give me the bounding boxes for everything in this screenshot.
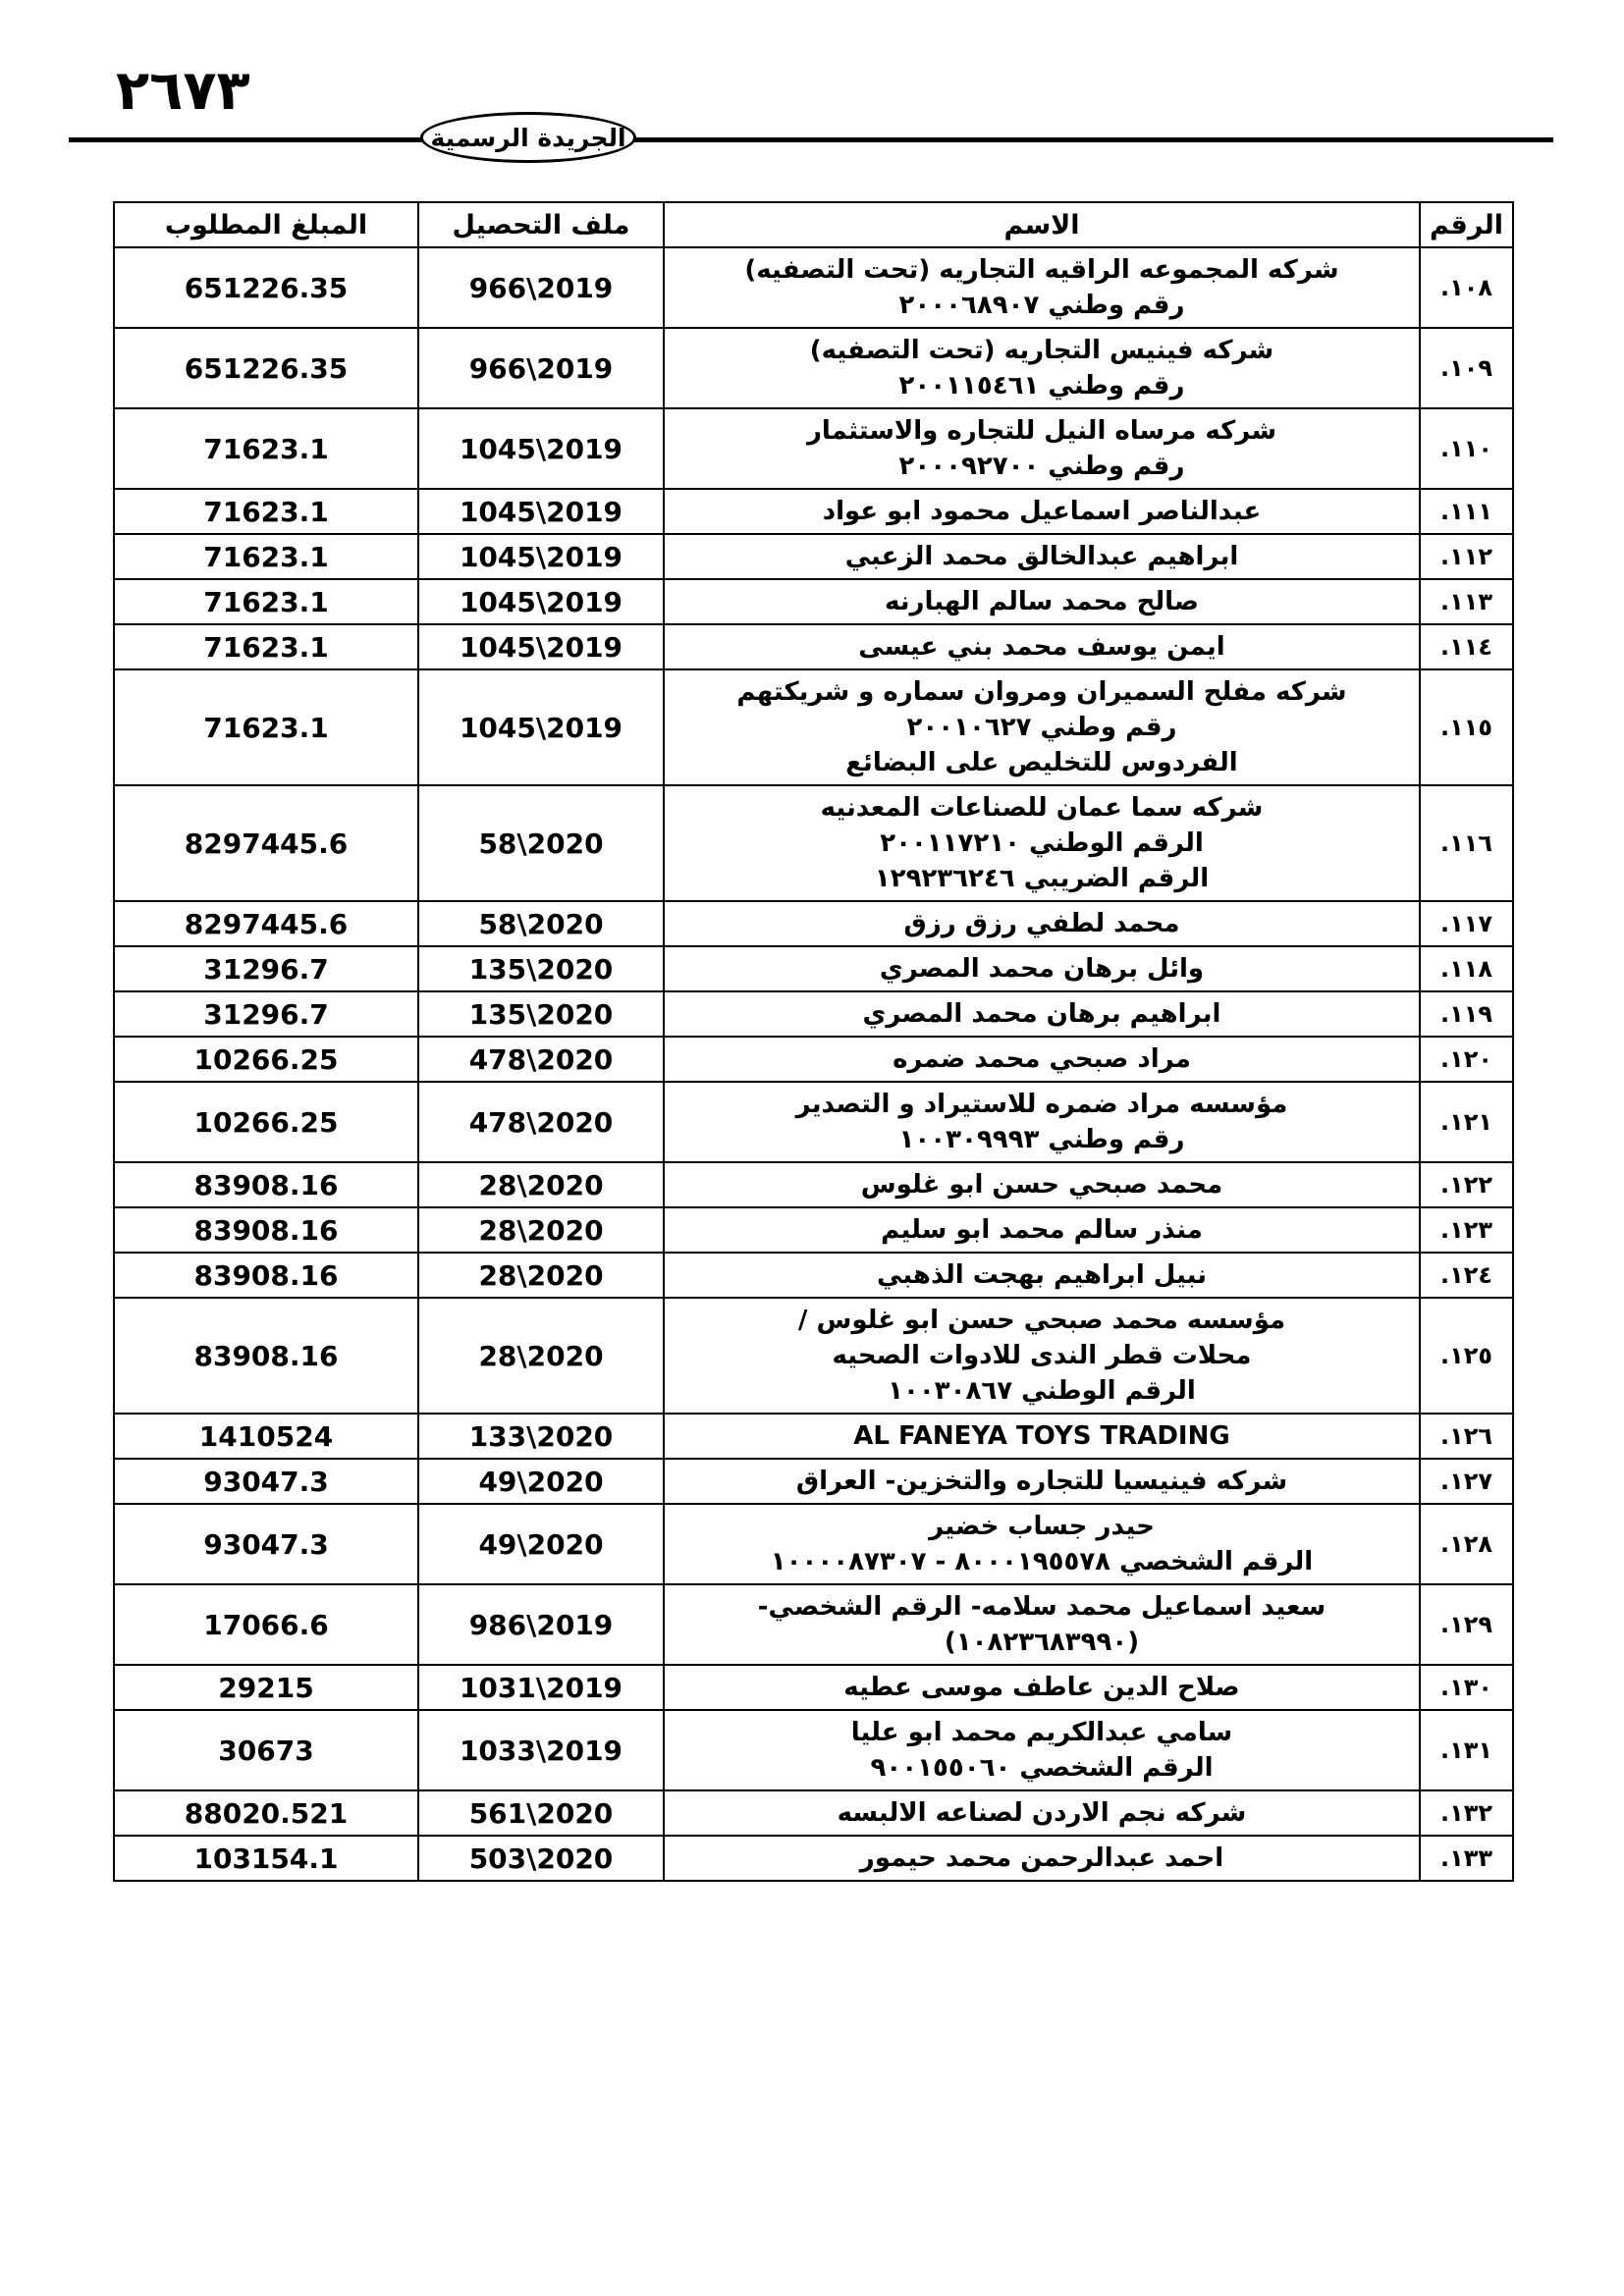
table-row <box>114 991 1513 1037</box>
table-row <box>114 1162 1513 1207</box>
row-name <box>664 1790 1420 1836</box>
row-amount-due: 651226.35 <box>114 328 418 408</box>
row-name-line: سعيد اسماعيل محمد سلامه- الرقم الشخصي- <box>757 1592 1326 1622</box>
row-name-line: احمد عبدالرحمن محمد حيمور <box>859 1843 1224 1873</box>
table-row <box>114 1207 1513 1253</box>
row-number: ١٠٨. <box>1420 247 1513 328</box>
row-name <box>664 1836 1420 1881</box>
records-table <box>113 201 1514 1882</box>
row-name-line: مؤسسه مراد ضمره للاستيراد و التصدير <box>795 1090 1288 1119</box>
row-amount-due: 103154.1 <box>114 1836 418 1881</box>
row-name-line: شركه مرساه النيل للتجاره والاستثمار <box>806 416 1277 446</box>
row-collection-file: 966\2019 <box>418 247 664 328</box>
row-amount-due: 8297445.6 <box>114 785 418 901</box>
row-amount-due: 10266.25 <box>114 1037 418 1082</box>
row-collection-file: 1045\2019 <box>418 669 664 785</box>
row-number: ١١٢. <box>1420 534 1513 579</box>
row-name <box>664 785 1420 901</box>
row-number: ١٢٨. <box>1420 1504 1513 1584</box>
row-amount-due: 83908.16 <box>114 1253 418 1298</box>
row-name <box>664 1459 1420 1504</box>
row-name <box>664 1162 1420 1207</box>
table-row <box>114 1584 1513 1665</box>
row-amount-due: 83908.16 <box>114 1162 418 1207</box>
row-name <box>664 946 1420 991</box>
row-amount-due: 93047.3 <box>114 1504 418 1584</box>
row-collection-file: 28\2020 <box>418 1207 664 1253</box>
row-name <box>664 489 1420 534</box>
row-number: ١٢٥. <box>1420 1298 1513 1414</box>
row-name-line: حيدر جساب خضير <box>929 1512 1155 1541</box>
table-header-row <box>114 202 1513 247</box>
row-name-line: الرقم الشخصي ٩٠٠١٥٥٠٦٠ <box>870 1753 1214 1783</box>
row-number: ١٢٣. <box>1420 1207 1513 1253</box>
row-name-line: رقم وطني ٢٠٠٠٦٨٩٠٧ <box>898 291 1185 320</box>
row-name <box>664 901 1420 946</box>
gazette-title: الجريدة الرسمية <box>430 123 626 152</box>
row-collection-file: 1033\2019 <box>418 1710 664 1790</box>
row-name-line: الرقم الشخصي ٨٠٠٠١٩٥٥٧٨ - ١٠٠٠٠٨٧٣٠٧ <box>770 1547 1314 1576</box>
row-name-line: رقم وطني ٢٠٠٠٩٢٧٠٠ <box>898 452 1185 481</box>
table-row <box>114 247 1513 328</box>
row-collection-file: 135\2020 <box>418 946 664 991</box>
table-row <box>114 669 1513 785</box>
header-num: الرقم <box>1420 202 1513 247</box>
header-name: الاسم <box>664 202 1420 247</box>
row-name-line: محمد صبحي حسن ابو غلوس <box>860 1170 1223 1200</box>
row-name-line: شركه فينيسيا للتجاره والتخزين- العراق <box>795 1467 1288 1496</box>
row-collection-file: 58\2020 <box>418 901 664 946</box>
row-name <box>664 579 1420 624</box>
row-name-line: رقم وطني ٢٠٠١٠٦٢٧ <box>906 713 1177 742</box>
row-collection-file: 28\2020 <box>418 1162 664 1207</box>
row-name <box>664 1584 1420 1665</box>
row-number: ١١٦. <box>1420 785 1513 901</box>
row-number: ١١٨. <box>1420 946 1513 991</box>
row-collection-file: 1045\2019 <box>418 624 664 669</box>
row-amount-due: 30673 <box>114 1710 418 1790</box>
row-collection-file: 1045\2019 <box>418 408 664 489</box>
table-row <box>114 328 1513 408</box>
row-name <box>664 408 1420 489</box>
row-number: ١٣٢. <box>1420 1790 1513 1836</box>
row-name-line: عبدالناصر اسماعيل محمود ابو عواد <box>822 497 1262 526</box>
row-number: ١٣٠. <box>1420 1665 1513 1710</box>
row-amount-due: 88020.521 <box>114 1790 418 1836</box>
row-name-line: ايمن يوسف محمد بني عيسى <box>858 632 1225 662</box>
row-collection-file: 135\2020 <box>418 991 664 1037</box>
row-amount-due: 651226.35 <box>114 247 418 328</box>
row-name-line: مؤسسه محمد صبحي حسن ابو غلوس / <box>797 1306 1286 1335</box>
row-name-line: ابراهيم عبدالخالق محمد الزعبي <box>844 542 1239 571</box>
row-name-line: شركه فينيس التجاريه (تحت التصفيه) <box>809 336 1274 365</box>
row-name-line: منذر سالم محمد ابو سليم <box>881 1215 1203 1245</box>
table-row <box>114 1253 1513 1298</box>
row-amount-due: 31296.7 <box>114 991 418 1037</box>
row-collection-file: 1045\2019 <box>418 489 664 534</box>
table-row <box>114 1082 1513 1162</box>
row-name-line: رقم وطني ٢٠٠١١٥٤٦١ <box>898 371 1185 400</box>
row-amount-due: 71623.1 <box>114 624 418 669</box>
row-name-line: AL FANEYA TOYS TRADING <box>853 1421 1230 1451</box>
row-name <box>664 1037 1420 1082</box>
row-name <box>664 1414 1420 1459</box>
row-collection-file: 1031\2019 <box>418 1665 664 1710</box>
row-name-line: شركه نجم الاردن لصناعه الالبسه <box>837 1798 1247 1828</box>
page-number: ٢٦٧٣ <box>116 59 250 123</box>
row-collection-file: 58\2020 <box>418 785 664 901</box>
row-amount-due: 71623.1 <box>114 579 418 624</box>
row-name-line: سامي عبدالكريم محمد ابو عليا <box>850 1718 1233 1747</box>
row-collection-file: 28\2020 <box>418 1298 664 1414</box>
row-collection-file: 28\2020 <box>418 1253 664 1298</box>
table-row <box>114 1459 1513 1504</box>
gazette-banner <box>420 112 636 163</box>
row-collection-file: 1045\2019 <box>418 579 664 624</box>
row-name-line: الرقم الوطني ٢٠٠١١٧٢١٠ <box>880 828 1204 858</box>
row-name-line: صالح محمد سالم الهبارنه <box>884 587 1200 616</box>
table-row <box>114 1298 1513 1414</box>
row-name-line: نبيل ابراهيم بهجت الذهبي <box>877 1260 1207 1290</box>
row-name <box>664 624 1420 669</box>
table-row <box>114 901 1513 946</box>
row-collection-file: 133\2020 <box>418 1414 664 1459</box>
row-number: ١٢٢. <box>1420 1162 1513 1207</box>
row-name-line: محمد لطفي رزق رزق <box>903 909 1180 938</box>
row-amount-due: 8297445.6 <box>114 901 418 946</box>
row-name-line: الرقم الوطني ١٠٠٣٠٨٦٧ <box>888 1376 1196 1406</box>
row-name <box>664 1207 1420 1253</box>
table-row <box>114 534 1513 579</box>
row-amount-due: 83908.16 <box>114 1207 418 1253</box>
row-name-line: ابراهيم برهان محمد المصري <box>862 999 1221 1029</box>
row-name <box>664 669 1420 785</box>
row-number: ١٢٧. <box>1420 1459 1513 1504</box>
table-row <box>114 624 1513 669</box>
row-number: ١٣١. <box>1420 1710 1513 1790</box>
row-name <box>664 1082 1420 1162</box>
row-collection-file: 1045\2019 <box>418 534 664 579</box>
row-name-line: شركه سما عمان للصناعات المعدنيه <box>820 793 1264 823</box>
table-row <box>114 579 1513 624</box>
table-row <box>114 1665 1513 1710</box>
row-name-line: رقم وطني ١٠٠٣٠٩٩٩٣ <box>898 1125 1185 1154</box>
row-collection-file: 478\2020 <box>418 1082 664 1162</box>
row-amount-due: 71623.1 <box>114 669 418 785</box>
row-amount-due: 31296.7 <box>114 946 418 991</box>
table-row <box>114 1790 1513 1836</box>
row-collection-file: 478\2020 <box>418 1037 664 1082</box>
row-number: ١٣٣. <box>1420 1836 1513 1881</box>
row-name <box>664 991 1420 1037</box>
row-name <box>664 1504 1420 1584</box>
row-number: ١٢٤. <box>1420 1253 1513 1298</box>
row-name-line: مراد صبحي محمد ضمره <box>893 1044 1191 1074</box>
row-amount-due: 17066.6 <box>114 1584 418 1665</box>
header-rule <box>69 137 1553 142</box>
row-number: ١١٤. <box>1420 624 1513 669</box>
row-number: ١١٥. <box>1420 669 1513 785</box>
row-amount-due: 1410524 <box>114 1414 418 1459</box>
row-number: ١١٩. <box>1420 991 1513 1037</box>
table-row <box>114 1504 1513 1584</box>
row-number: ١٢١. <box>1420 1082 1513 1162</box>
row-name-line: شركه مفلح السميران ومروان سماره و شريكتهم <box>736 677 1347 707</box>
row-collection-file: 503\2020 <box>418 1836 664 1881</box>
row-collection-file: 986\2019 <box>418 1584 664 1665</box>
row-number: ١٠٩. <box>1420 328 1513 408</box>
row-name-line: (١٠٨٢٣٦٨٣٩٩٠) <box>944 1628 1140 1657</box>
row-amount-due: 83908.16 <box>114 1298 418 1414</box>
row-number: ١١٣. <box>1420 579 1513 624</box>
row-name <box>664 1253 1420 1298</box>
row-name <box>664 1710 1420 1790</box>
table-row <box>114 785 1513 901</box>
row-amount-due: 71623.1 <box>114 489 418 534</box>
row-name-line: الرقم الضريبي ١٢٩٢٣٦٢٤٦ <box>874 864 1210 893</box>
row-name-line: شركه المجموعه الراقيه التجاريه (تحت التصفيه) <box>744 255 1339 285</box>
row-amount-due: 93047.3 <box>114 1459 418 1504</box>
row-name <box>664 534 1420 579</box>
table-row <box>114 1037 1513 1082</box>
table-row <box>114 946 1513 991</box>
row-number: ١٢٦. <box>1420 1414 1513 1459</box>
header-file: ملف التحصيل <box>418 202 664 247</box>
row-name-line: وائل برهان محمد المصري <box>879 954 1205 984</box>
row-name <box>664 1665 1420 1710</box>
row-number: ١٢٩. <box>1420 1584 1513 1665</box>
row-name-line: الفردوس للتخليص على البضائع <box>845 748 1238 777</box>
row-name <box>664 328 1420 408</box>
row-number: ١١٠. <box>1420 408 1513 489</box>
row-name-line: صلاح الدين عاطف موسى عطيه <box>843 1673 1240 1702</box>
row-amount-due: 71623.1 <box>114 408 418 489</box>
table-row <box>114 1836 1513 1881</box>
row-amount-due: 29215 <box>114 1665 418 1710</box>
row-number: ١٢٠. <box>1420 1037 1513 1082</box>
table-row <box>114 1710 1513 1790</box>
row-collection-file: 561\2020 <box>418 1790 664 1836</box>
header-amount: المبلغ المطلوب <box>114 202 418 247</box>
row-name <box>664 247 1420 328</box>
row-name-line: محلات قطر الندى للادوات الصحيه <box>832 1341 1252 1370</box>
row-name <box>664 1298 1420 1414</box>
row-amount-due: 71623.1 <box>114 534 418 579</box>
table-row <box>114 489 1513 534</box>
row-amount-due: 10266.25 <box>114 1082 418 1162</box>
row-number: ١١١. <box>1420 489 1513 534</box>
row-collection-file: 49\2020 <box>418 1459 664 1504</box>
row-collection-file: 966\2019 <box>418 328 664 408</box>
table-row <box>114 1414 1513 1459</box>
table-row <box>114 408 1513 489</box>
row-collection-file: 49\2020 <box>418 1504 664 1584</box>
row-number: ١١٧. <box>1420 901 1513 946</box>
